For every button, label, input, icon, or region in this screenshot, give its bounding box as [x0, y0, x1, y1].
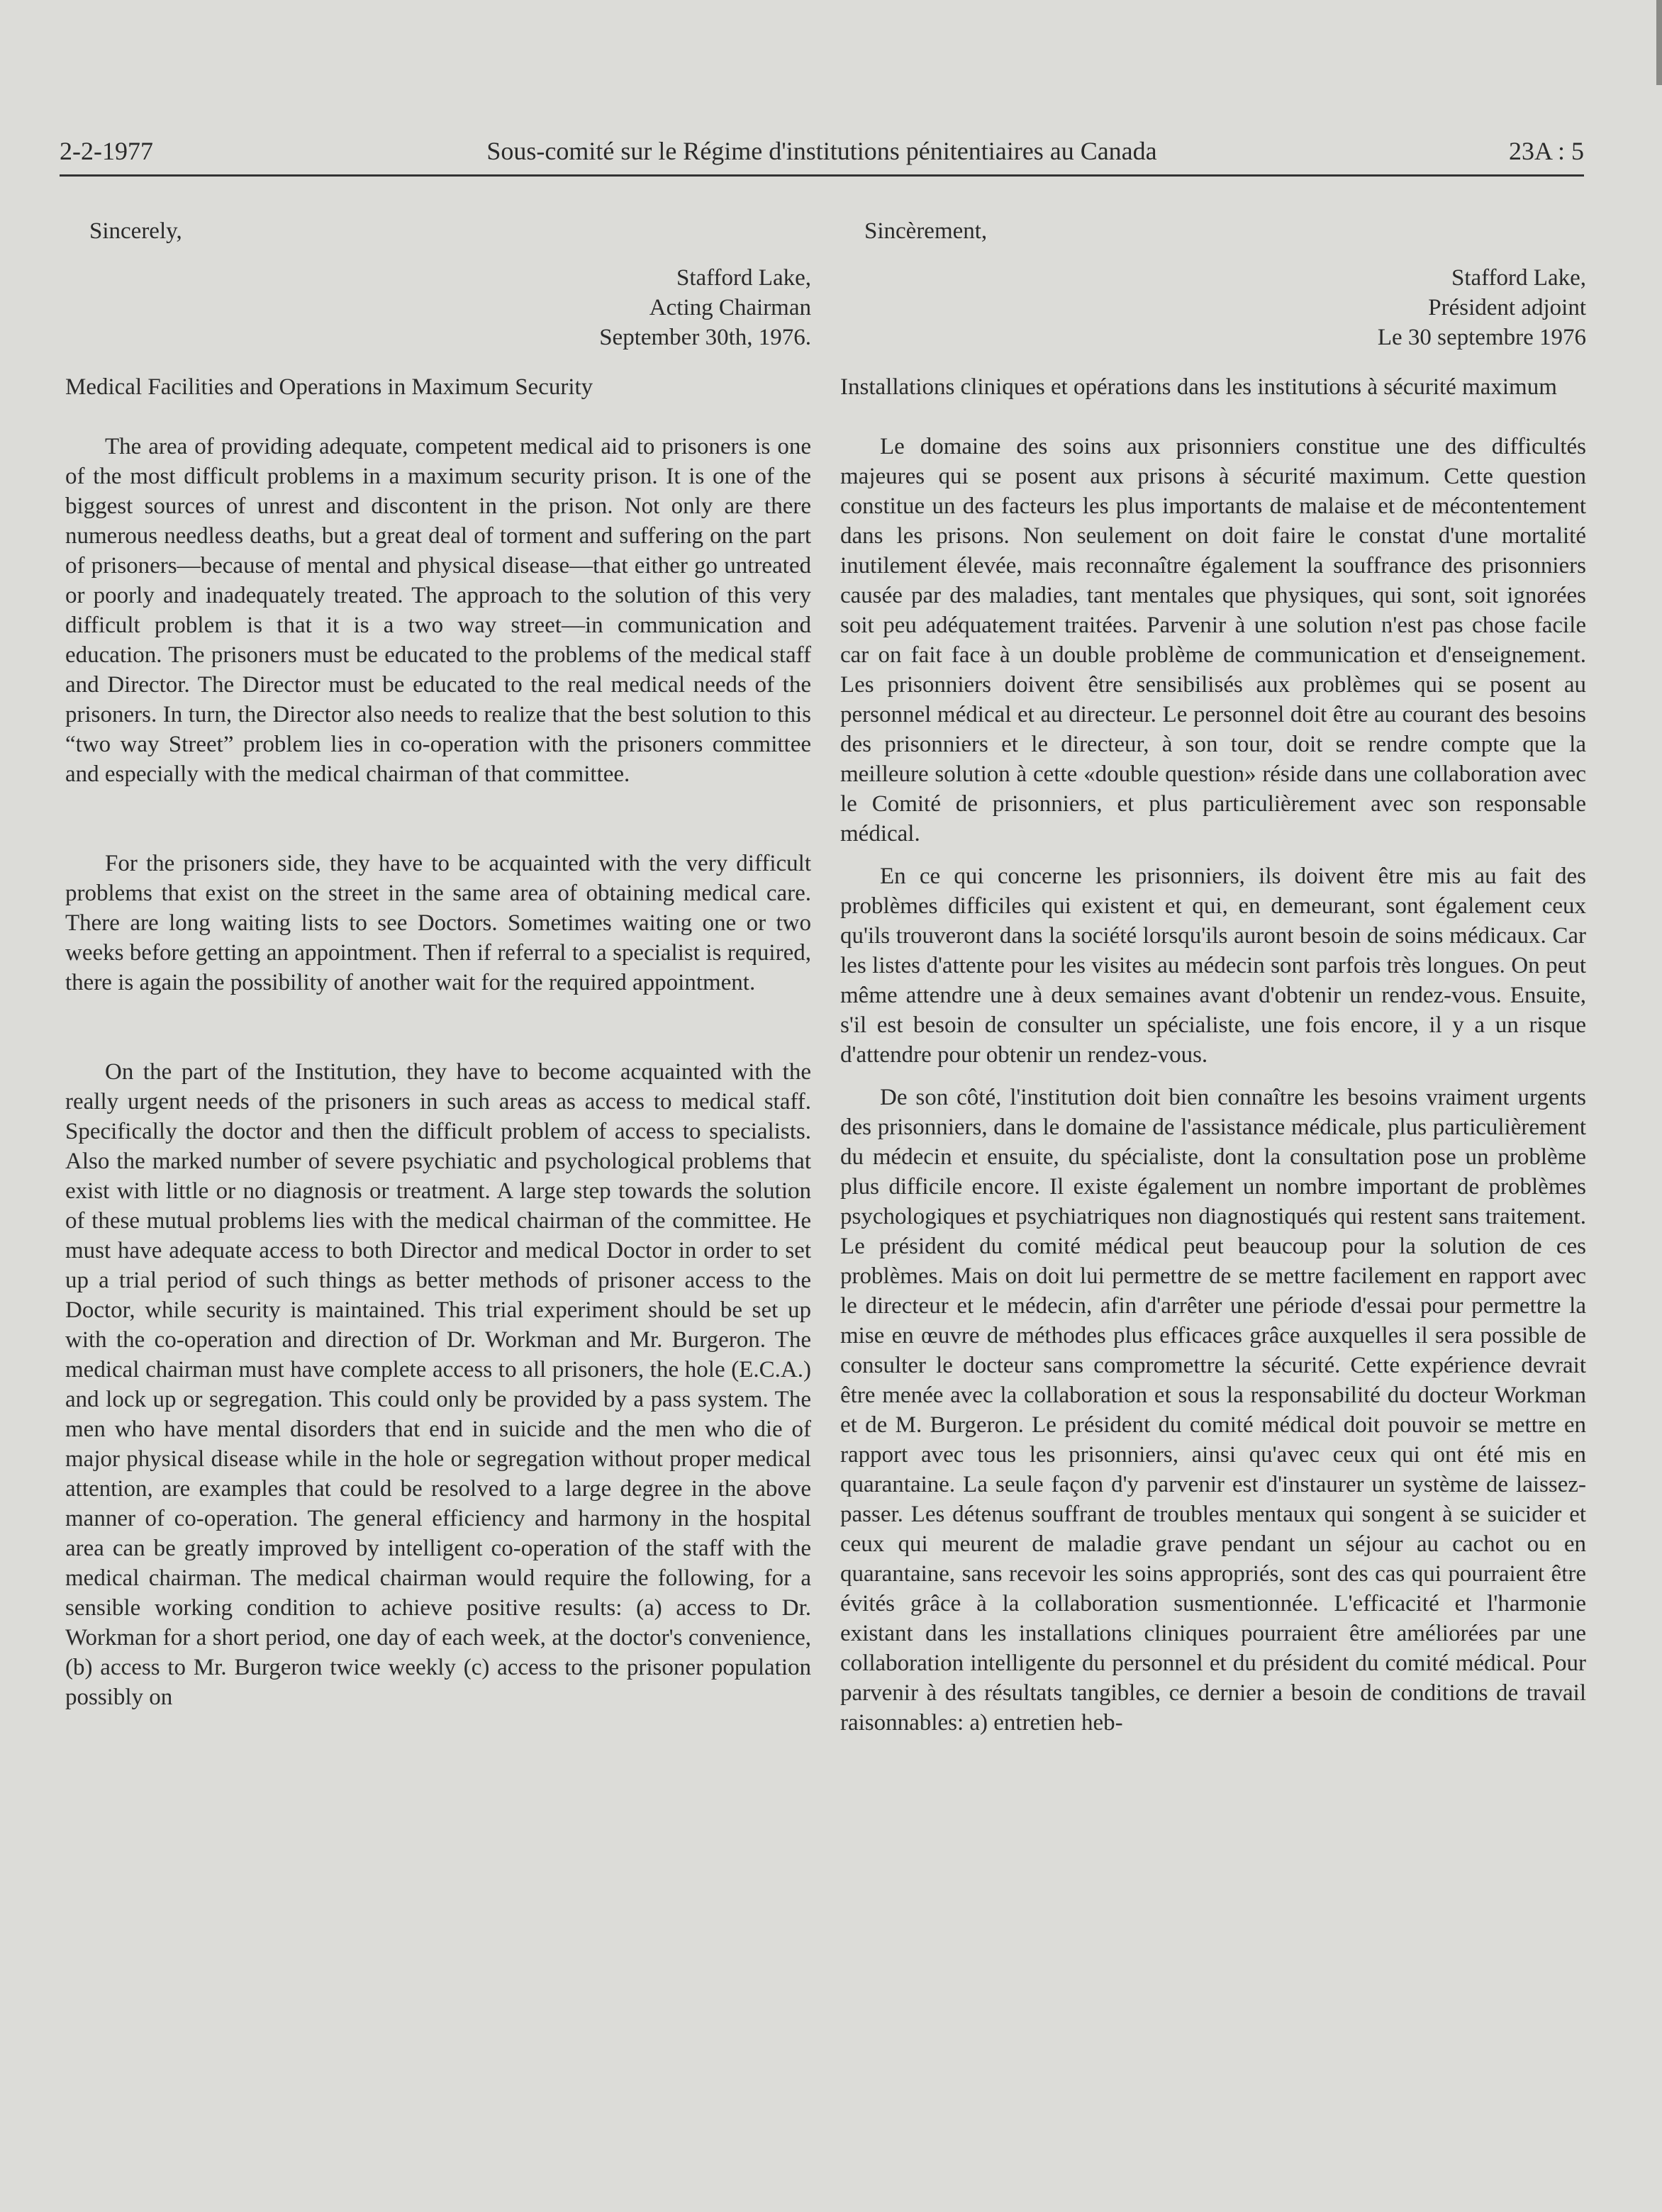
english-paragraph-2: For the prisoners side, they have to be acquainted with the very difficult problems that exist on the street in the same area of obtaining medical care. There are long waiting lists to see Doctors. Sometimes waiting one or two weeks before getting an appointment. Then if referral to a specialist is required, there is again the possibility of another wait for the required appointment.	[65, 851, 811, 995]
english-section-heading: Medical Facilities and Operations in Maximum Security	[65, 374, 593, 400]
english-closing: Sincerely,	[89, 218, 182, 244]
french-section-heading: Installations cliniques et opérations dans les institutions à sécurité maximum	[840, 374, 1557, 400]
french-paragraph-1: Le domaine des soins aux prisonniers constitue une des difficultés majeures qui se posent aux prisons à sécurité maximum. Cette question constitue un des facteurs les plus importants de malaise et de mécontentement dans les prisons. Non seulement on doit faire le constat d'une mortalité inutilement élevée, mais reconnaître également la souffrance des prisonniers causée par des maladies, tant mentales que physiques, qui sont, soit ignorées soit peu adéquatement traitées. Parvenir à une solution n'est pas chose facile car on fait face à un double problème de communication et d'enseignement. Les prisonniers doivent être sensibilisés aux problèmes qui se posent au personnel médical et au directeur. Le personnel doit être au courant des besoins des prisonniers et le directeur, à son tour, doit se rendre compte que la meilleure solution à cette «double question» réside dans une collaboration avec le Comité de prisonniers, et plus particulièrement avec son responsable médical.	[840, 434, 1586, 847]
french-signature-name: Stafford Lake,	[1451, 265, 1586, 291]
header-page-number: 23A : 5	[1508, 137, 1584, 165]
french-signature-title: Président adjoint	[1428, 295, 1586, 320]
header-date: 2-2-1977	[60, 137, 153, 165]
english-column	[65, 216, 811, 1712]
header-title: Sous-comité sur le Régime d'institutions pénitentiaires au Canada	[486, 137, 1157, 165]
english-signature-date: September 30th, 1976.	[599, 325, 811, 350]
french-signature-date: Le 30 septembre 1976	[1377, 325, 1586, 350]
french-column	[840, 216, 1586, 1738]
french-closing: Sincèrement,	[864, 218, 988, 244]
english-signature-title: Acting Chairman	[649, 295, 811, 320]
french-paragraph-3: De son côté, l'institution doit bien connaître les besoins vraiment urgents des prisonniers, dans le domaine de l'assistance médicale, plus particulièrement du médecin et ensuite, du spécialiste, dont la consultation pose un problème plus difficile encore. Il existe également un nombre important de problèmes psychologiques et psychiatriques non diagnostiqués qui restent sans traitement. Le président du comité médical peut beaucoup pour la solution de ces problèmes. Mais on doit lui permettre de se mettre facilement en rapport avec le directeur et le médecin, afin d'arrêter une période d'essai pour permettre la mise en œuvre de méthodes plus efficaces grâce auxquelles il sera possible de consulter le docteur sans compromettre la sécurité. Cette expérience devrait être menée avec la collaboration et sous la responsabilité du docteur Workman et de M. Burgeron. Le président du comité médical doit pouvoir se mettre en rapport avec tous les prisonniers, ainsi qu'avec ceux qui ont été mis en quarantaine. La seule façon d'y parvenir est d'instaurer un système de laissez-passer. Les détenus souffrant de troubles mentaux qui songent à se suicider et ceux qui meurent de maladie grave pendant un séjour au cachot ou en quarantaine, sans recevoir les soins appropriés, sont des cas qui pourraient être évités grâce à la collaboration susmentionnée. L'efficacité et l'harmonie existant dans les installations cliniques pourraient être améliorées par une collaboration intelligente du personnel et du président du comité médical. Pour parvenir à des résultats tangibles, ce dernier a besoin de conditions de travail raisonnables: a) entretien heb-	[840, 1085, 1586, 1736]
french-paragraph-2: En ce qui concerne les prisonniers, ils doivent être mis au fait des problèmes difficiles qui existent et qui, en demeurant, sont également ceux qu'ils trouveront dans la société lorsqu'ils auront besoin de soins médicaux. Car les listes d'attente pour les visites au médecin sont parfois très longues. On peut même attendre une à deux semaines avant d'obtenir un rendez-vous. Ensuite, s'il est besoin de consulter un spécialiste, une fois encore, il y a un risque d'attendre pour obtenir un rendez-vous.	[840, 864, 1586, 1068]
english-paragraph-3: On the part of the Institution, they have to become acquainted with the really urgent needs of the prisoners in such areas as access to medical staff. Specifically the doctor and then the difficult problem of access to specialists. Also the marked number of severe psychiatic and psychological problems that exist with little or no diagnosis or treatment. A large step towards the solution of these mutual problems lies with the medical chairman of the committee. He must have adequate access to both Director and medical Doctor in order to set up a trial period of such things as better methods of prisoner access to the Doctor, while security is maintained. This trial experiment should be set up with the co-operation and direction of Dr. Workman and Mr. Burgeron. The medical chairman must have complete access to all prisoners, the hole (E.C.A.) and lock up or segregation. This could only be provided by a pass system. The men who have mental disorders that end in suicide and the men who die of major physical disease while in the hole or segregation without proper medical attention, are examples that could be resolved to a large degree in the above manner of co-operation. The general efficiency and harmony in the hospital area can be greatly improved by intelligent co-operation of the staff with the medical chairman. The medical chairman would require the following, for a sensible working condition to achieve positive results: (a) access to Dr. Workman for a short period, one day of each week, at the doctor's convenience, (b) access to Mr. Burgeron twice weekly (c) access to the prisoner population possibly on	[65, 1059, 811, 1710]
page-edge-shadow	[1656, 0, 1662, 85]
page-header	[60, 132, 1584, 177]
english-signature-name: Stafford Lake,	[676, 265, 811, 291]
english-paragraph-1: The area of providing adequate, competent medical aid to prisoners is one of the most difficult problems in a maximum security prison. It is one of the biggest sources of unrest and discontent in the prison. Not only are there numerous needless deaths, but a great deal of torment and suffering on the part of prisoners—because of mental and physical disease—that either go untreated or poorly and inadequately treated. The approach to the solution of this very difficult problem is that it is a two way street—in communication and education. The prisoners must be educated to the problems of the medical staff and Director. The Director must be educated to the real medical needs of the prisoners. In turn, the Director also needs to realize that the best solution to this “two way Street” problem lies in co-operation with the prisoners committee and especially with the medical chairman of that committee.	[65, 434, 811, 787]
